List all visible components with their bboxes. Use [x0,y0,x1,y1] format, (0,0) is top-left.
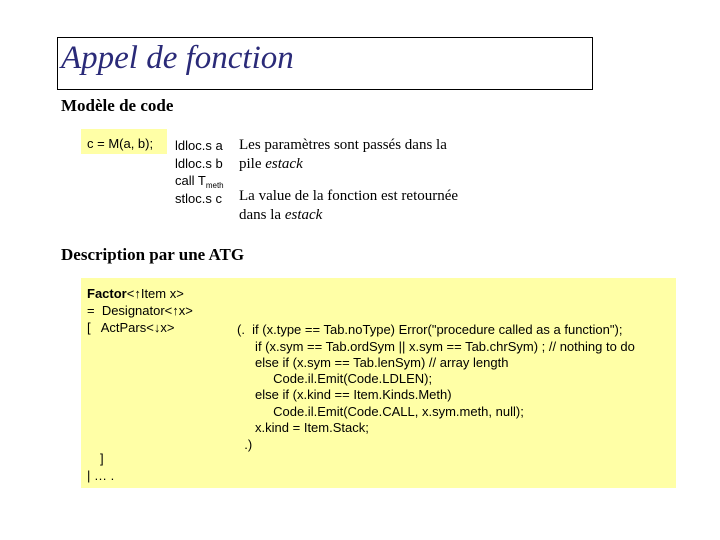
call-example: c = M(a, b); [87,136,154,151]
atg-heading: Description par une ATG [61,245,245,264]
atg-sem-line-2: if (x.sym == Tab.ordSym || x.sym == Tab.chrSym) ; // nothing to do [237,339,635,354]
atg-sem-line-5: else if (x.kind == Item.Kinds.Meth) [237,387,452,402]
atg-sem-line-7: x.kind = Item.Stack; [237,420,369,435]
code-model-heading: Modèle de code [61,96,174,115]
atg-sem-line-1: (. if (x.type == Tab.noType) Error("procedure called as a function"); [237,322,623,337]
atg-sem-line-8: .) [237,437,253,452]
instr-stloc-c: stloc.s c [175,191,222,206]
atg-lhs [87,285,184,302]
atg-designator: = Designator<↑x> [87,303,193,318]
atg-lhs-name: Factor [87,286,127,301]
atg-sem-line-3: else if (x.sym == Tab.lenSym) // array length [237,355,509,370]
comment-params-text: pile [239,156,266,172]
atg-actpars: [ ActPars<↓x> [87,320,175,335]
instr-ldloc-b: ldloc.s b [175,156,223,171]
comment-result-estack: estack [284,207,323,223]
comment-params-line1: Les paramètres sont passés dans la [239,137,447,153]
comment-result-text: dans la [239,207,285,223]
atg-close-bracket: ] [100,451,104,466]
comment-params-line2 [239,155,303,173]
comment-result-line2 [239,206,322,224]
comment-result-line1: La value de la fonction est retournée [239,188,459,204]
atg-lhs-attr: <↑Item x> [126,286,184,301]
instr-ldloc-a: ldloc.s a [175,138,223,153]
instr-call-text: call T [175,173,206,188]
comment-params-estack: estack [265,156,303,172]
atg-alternative: | … . [87,468,115,483]
atg-sem-line-6: Code.il.Emit(Code.CALL, x.sym.meth, null); [237,404,524,419]
slide-title: Appel de fonction [61,40,294,76]
atg-sem-line-4: Code.il.Emit(Code.LDLEN); [237,371,433,386]
instr-call-subscript: meth [205,181,224,190]
